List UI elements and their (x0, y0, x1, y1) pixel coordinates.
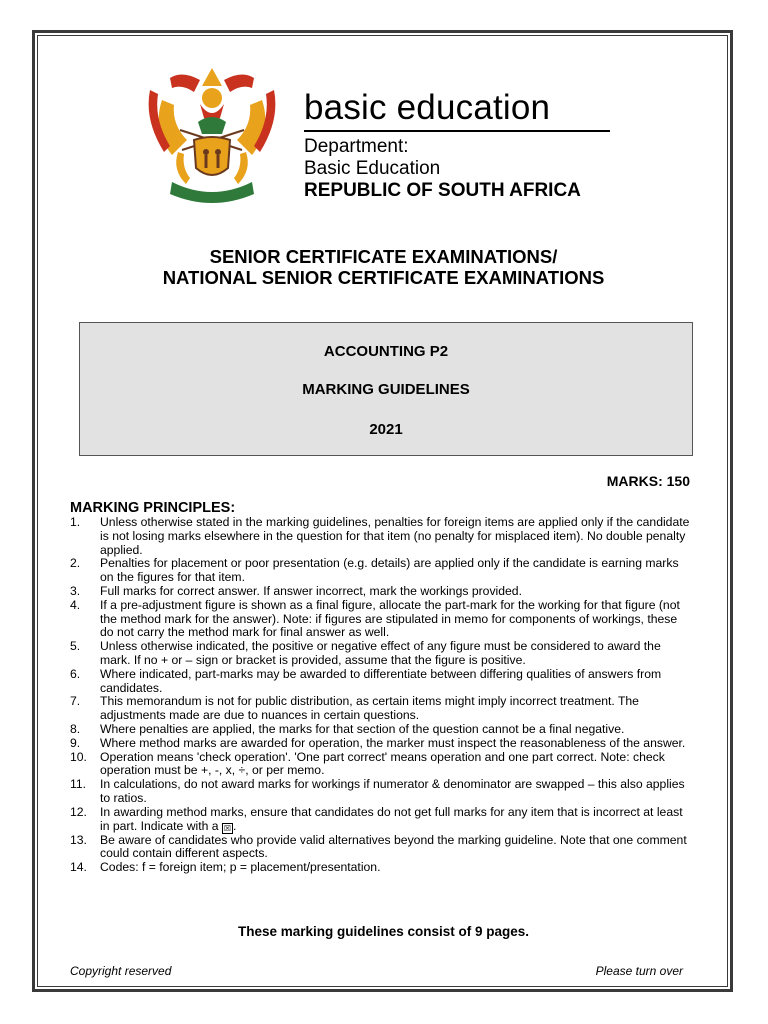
principles-list (70, 516, 690, 875)
item-number: 12. (70, 804, 87, 819)
item-text: Be aware of candidates who provide valid alternatives beyond the marking guideline. Note that one comment could contain different aspects. (100, 832, 687, 861)
item-text (100, 806, 690, 834)
list-item (70, 737, 690, 751)
item-number: 6. (70, 666, 81, 681)
item-text: Unless otherwise stated in the marking guidelines, penalties for foreign items are applied only if the candidate is not losing marks elsewhere in the question for that item (no penalty for misplaced item). No double penalty applied. (100, 515, 690, 557)
item-number: 5. (70, 639, 81, 654)
item-text: This memorandum is not for public distribution, as certain items might imply incorrect treatment. The adjustments made are due to nuances in certain questions. (100, 694, 639, 723)
list-item (70, 806, 690, 834)
item-number: 2. (70, 556, 81, 571)
list-item (70, 668, 690, 696)
item-text: In calculations, do not award marks for workings if numerator & denominator are swapped – this also applies to ratios. (100, 777, 685, 805)
item-number: 13. (70, 832, 87, 847)
turn-over-text: Please turn over (595, 964, 683, 978)
item-text-end: . (232, 818, 237, 833)
list-item (70, 695, 690, 723)
list-item (70, 861, 690, 875)
item-text-body: In awarding method marks, ensure that candidates do not get full marks for any item that is incorrect at least in part. Indicate with a (100, 804, 683, 833)
country-name: REPUBLIC OF SOUTH AFRICA (304, 180, 581, 201)
brand-divider (304, 130, 610, 132)
list-item (70, 751, 690, 779)
subject-box (79, 322, 693, 456)
page-count-note: These marking guidelines consist of 9 pages. (237, 924, 530, 939)
list-item (70, 778, 690, 806)
item-text: Unless otherwise indicated, the positive or negative effect of any figure must be considered to award the mark. If no + or – sign or bracket is provided, assume that the figure is positive. (100, 639, 661, 667)
crossed-box-icon: ☒ (223, 823, 232, 833)
document-title: MARKING GUIDELINES (302, 381, 470, 398)
item-number: 9. (70, 735, 81, 750)
exam-title-line2: NATIONAL SENIOR CERTIFICATE EXAMINATIONS (162, 267, 605, 288)
copyright-text: Copyright reserved (70, 964, 172, 978)
list-item (70, 599, 690, 640)
item-text: Where method marks are awarded for operation, the marker must inspect the reasonableness of the answer. (100, 735, 686, 750)
exam-title-line1: SENIOR CERTIFICATE EXAMINATIONS/ (209, 246, 558, 267)
coat-of-arms-icon (142, 60, 282, 210)
item-number: 11. (70, 777, 87, 792)
item-text: Where indicated, part-marks may be awarded to differentiate between differing qualities of answers from candidates. (100, 666, 662, 695)
total-marks: MARKS: 150 (606, 473, 690, 489)
brand-name: basic education (304, 88, 551, 127)
list-item (70, 585, 690, 599)
item-text: Full marks for correct answer. If answer incorrect, mark the workings provided. (100, 583, 522, 598)
item-number: 10. (70, 749, 87, 764)
item-number: 3. (70, 583, 81, 598)
list-item (70, 723, 690, 737)
item-number: 4. (70, 597, 81, 612)
list-item (70, 557, 690, 585)
item-text: If a pre-adjustment figure is shown as a final figure, allocate the part-mark for the working for that figure (not the method mark for the answer). Note: if figures are stipulated in memo for components of workings, these do not carry the method mark for final answer as well. (100, 597, 680, 640)
subject-title: ACCOUNTING P2 (323, 343, 449, 360)
item-number: 8. (70, 721, 81, 736)
list-item (70, 516, 690, 557)
principles-heading: MARKING PRINCIPLES: (70, 500, 236, 516)
item-text: Where penalties are applied, the marks for that section of the question cannot be a final negative. (100, 721, 625, 736)
item-number: 14. (70, 860, 87, 875)
item-number: 7. (70, 694, 81, 709)
list-item (70, 834, 690, 862)
item-text: Codes: f = foreign item; p = placement/presentation. (100, 860, 381, 875)
department-label: Department: (304, 136, 409, 157)
exam-year: 2021 (369, 421, 403, 438)
brand-block (304, 88, 614, 202)
department-name: Basic Education (304, 158, 441, 179)
item-text: Operation means 'check operation'. 'One part correct' means operation and one part correct. Note: check operation must be +, -, x, ÷, or per memo. (100, 749, 665, 778)
item-number: 1. (70, 515, 81, 529)
list-item (70, 640, 690, 668)
item-text: Penalties for placement or poor presentation (e.g. details) are applied only if the candidate is earning marks on the figures for that item. (100, 556, 679, 585)
